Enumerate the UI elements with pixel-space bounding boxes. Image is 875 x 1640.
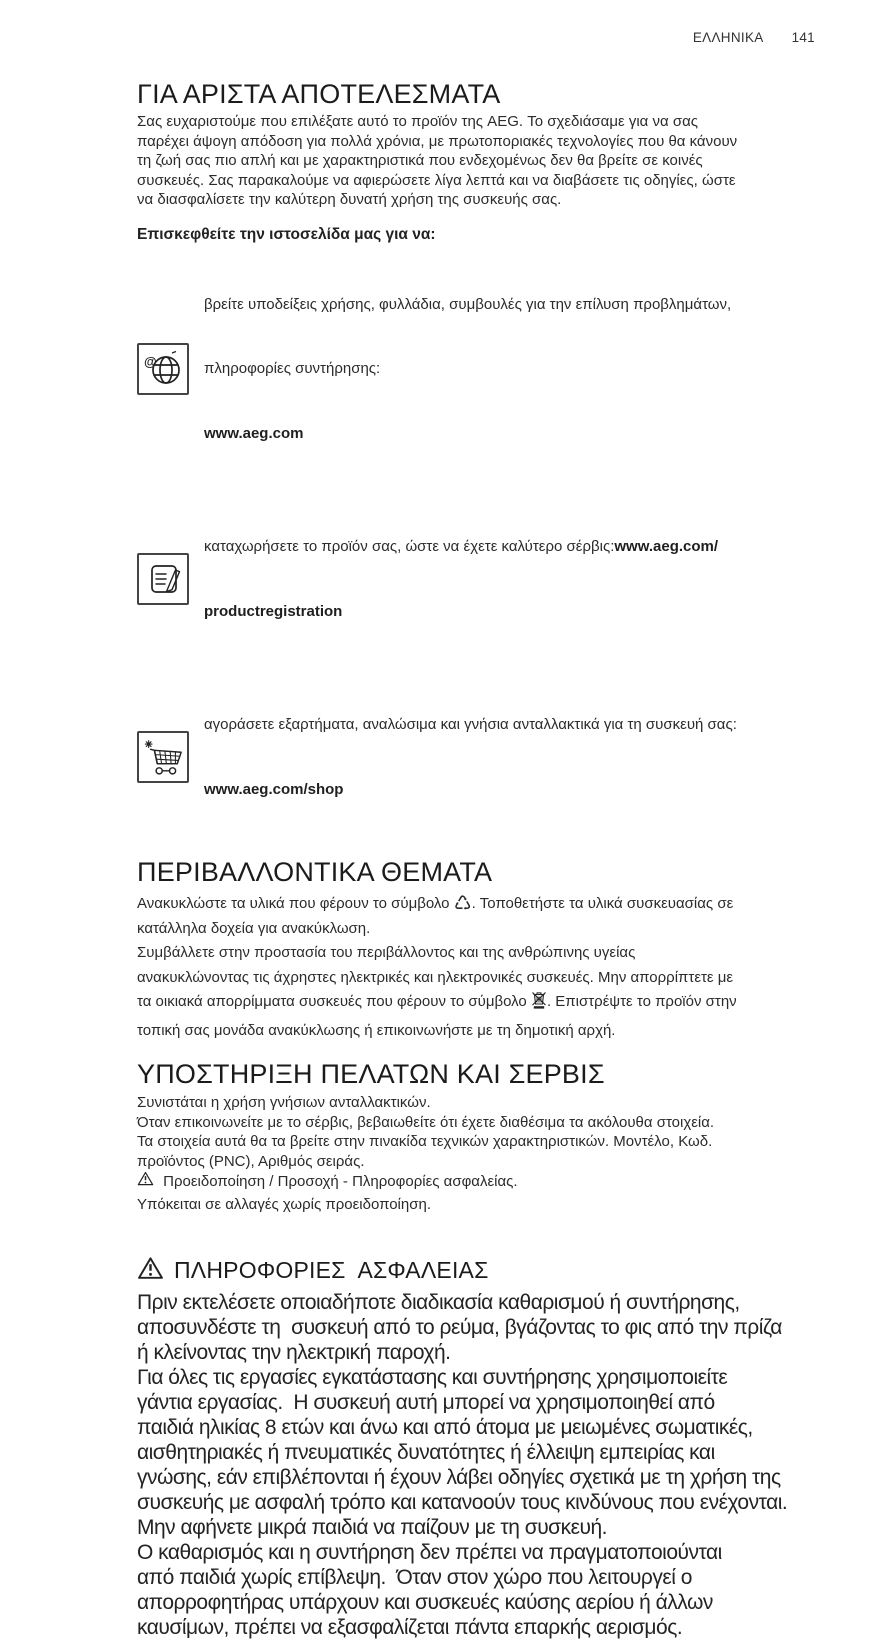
page-number: 141 xyxy=(791,30,815,45)
safety-heading xyxy=(137,1256,815,1285)
website-heading: Επισκεφθείτε την ιστοσελίδα μας για να: xyxy=(137,225,436,243)
text-line: συσκευές. Σας παρακαλούμε να αφιερώσετε λίγα λεπτά και να διαβάσετε τις οδηγίες, ώστε xyxy=(137,171,736,189)
text-line: Προειδοποίηση / Προσοχή - Πληροφορίες ασφαλείας. xyxy=(159,1172,518,1190)
text-line: γνώσης, εάν επιβλέπονται ή έχουν λάβει οδηγίες σχετικά με τη χρήση της xyxy=(137,1466,781,1489)
website-row-support xyxy=(137,251,815,488)
website-row-registration xyxy=(137,493,815,665)
environment-title: ΠΕΡΙΒΑΛΛΟΝΤΙΚΑ ΘΕΜΑΤΑ xyxy=(137,857,493,887)
text-line: προϊόντος (PNC), Αριθμός σειράς. xyxy=(137,1152,365,1170)
text-line: τοπική σας μονάδα ανακύκλωσης ή επικοινωνήστε με τη δημοτική αρχή. xyxy=(137,1021,616,1039)
text-line: Συνιστάται η χρήση γνήσιων ανταλλακτικών. xyxy=(137,1094,431,1111)
text-line: Πριν εκτελέσετε οποιαδήποτε διαδικασία καθαρισμού ή συντήρησης, xyxy=(137,1291,740,1314)
globe-at-icon xyxy=(137,343,189,395)
intro-title: ΓΙΑ ΑΡΙΣΤΑ ΑΠΟΤΕΛΕΣΜΑΤΑ xyxy=(137,79,501,109)
text-line: παρέχει άψογη απόδοση για πολλά χρόνια, με πρωτοποριακές τεχνολογίες που θα κάνουν xyxy=(137,132,738,150)
text-line: καυσίμων, πρέπει να εξασφαλίζεται πάντα επαρκής αερισμός. xyxy=(137,1616,683,1639)
warning-icon xyxy=(137,1171,154,1192)
text-line: Ο καθαρισμός και η συντήρηση δεν πρέπει να πραγματοποιούνται xyxy=(137,1541,722,1564)
register-note-icon xyxy=(137,553,189,605)
link-productregistration-1: www.aeg.com/ xyxy=(614,538,719,555)
text-line: παιδιά ηλικίας 8 ετών και άνω και από άτομα με μειωμένες σωματικές, xyxy=(137,1416,753,1439)
text-line: κατάλληλα δοχεία για ανακύκλωση. xyxy=(137,919,371,937)
weee-bin-icon xyxy=(531,997,547,1014)
text-line: Υπόκειται σε αλλαγές χωρίς προειδοποίηση. xyxy=(137,1195,432,1213)
link-productregistration-2: productregistration xyxy=(204,602,343,620)
website-row-text xyxy=(204,671,737,843)
support-title: ΥΠΟΣΤΗΡΙΞΗ ΠΕΛΑΤΩΝ ΚΑΙ ΣΕΡΒΙΣ xyxy=(137,1059,605,1089)
language-label: ΕΛΛΗΝΙΚΑ xyxy=(692,30,764,45)
text-line: αισθητηριακές ή πνευματικές δυνατότητες ή έλλειψη εμπειρίας και xyxy=(137,1441,715,1464)
text-line: ανακυκλώνοντας τις άχρηστες ηλεκτρικές και ηλεκτρονικές συσκευές. Μην απορρίπτετε με xyxy=(137,968,734,986)
safety-title: ΠΛΗΡΟΦΟΡΙΕΣ ΑΣΦΑΛΕΙΑΣ xyxy=(174,1257,489,1283)
text-line: τη ζωή σας πιο απλή και με χαρακτηριστικά που ενδεχομένως δεν θα βρείτε σε κοινές xyxy=(137,152,703,169)
support-notice xyxy=(137,1195,815,1215)
text-line: Ανακυκλώστε τα υλικά που φέρουν το σύμβολο ♺. Τοποθετήστε τα υλικά συσκευασίας σε xyxy=(137,891,734,915)
website-row-shop xyxy=(137,671,815,843)
text-line: να διασφαλίσετε την καλύτερη δυνατή χρήση της συσκευής σας. xyxy=(137,191,562,208)
support-warning-line xyxy=(137,1171,815,1192)
link-aeg-shop: www.aeg.com/shop xyxy=(204,780,344,798)
text-line: καταχωρήσετε το προϊόν σας, ώστε να έχετε καλύτερο σέρβις: xyxy=(204,538,615,555)
intro-paragraph xyxy=(137,112,815,210)
text-line: τα οικιακά απορρίμματα συσκευές που φέρουν το σύμβολο . Επιστρέψτε το προϊόν στην xyxy=(137,990,815,1019)
svg-text:@: @ xyxy=(144,353,157,369)
text-line: Τα στοιχεία αυτά θα τα βρείτε στην πινακίδα τεχνικών χαρακτηριστικών. Μοντέλο, Κωδ. xyxy=(137,1133,713,1150)
text-line: από παιδιά χωρίς επίβλεψη. Όταν στον χώρο που λειτουργεί ο xyxy=(137,1566,692,1589)
text-line: Για όλες τις εργασίες εγκατάστασης και συντήρησης χρησιμοποιείτε xyxy=(137,1366,728,1389)
text-line: Όταν επικοινωνείτε με το σέρβις, βεβαιωθείτε ότι έχετε διαθέσιμα τα ακόλουθα στοιχεία. xyxy=(137,1113,715,1131)
page-content xyxy=(137,0,815,1640)
text-line: ή κλείνοντας την ηλεκτρική παροχή. xyxy=(137,1341,451,1364)
text-line: Συμβάλλετε στην προστασία του περιβάλλοντος και της ανθρώπινης υγείας xyxy=(137,944,636,961)
text-line: βρείτε υποδείξεις χρήσης, φυλλάδια, συμβουλές για την επίλυση προβλημάτων, xyxy=(204,295,732,313)
warning-icon xyxy=(137,1256,164,1285)
website-row-text xyxy=(204,493,718,665)
text-line: αποσυνδέστε τη συσκευή από το ρεύμα, βγάζοντας το φις από την πρίζα xyxy=(137,1316,782,1339)
text-line: Μην αφήνετε μικρά παιδιά να παίζουν με τη συσκευή. xyxy=(137,1516,608,1539)
link-aeg-com: www.aeg.com xyxy=(204,424,304,442)
page-header xyxy=(137,0,815,45)
website-row-text xyxy=(204,251,731,488)
text-line: γάντια εργασίας. Η συσκευή αυτή μπορεί να χρησιμοποιηθεί από xyxy=(137,1391,715,1414)
shopping-cart-icon xyxy=(137,731,189,783)
text-line: αγοράσετε εξαρτήματα, αναλώσιμα και γνήσια ανταλλακτικά για τη συσκευή σας: xyxy=(204,716,737,733)
text-line: συσκευής με ασφαλή τρόπο και κατανοούν τους κινδύνους που ενέχονται. xyxy=(137,1491,788,1514)
safety-section xyxy=(137,1256,815,1640)
safety-paragraph xyxy=(137,1290,815,1640)
environment-paragraph xyxy=(137,891,815,1043)
support-paragraph xyxy=(137,1093,815,1171)
text-line: απορροφητήρας υπάρχουν και συσκευές καύσης αερίου ή άλλων xyxy=(137,1591,713,1614)
recycle-symbol-icon: ♺ xyxy=(453,891,472,915)
text-line: πληροφορίες συντήρησης: xyxy=(204,360,381,377)
text-line: Σας ευχαριστούμε που επιλέξατε αυτό το προϊόν της AEG. Το σχεδιάσαμε για να σας xyxy=(137,113,698,130)
